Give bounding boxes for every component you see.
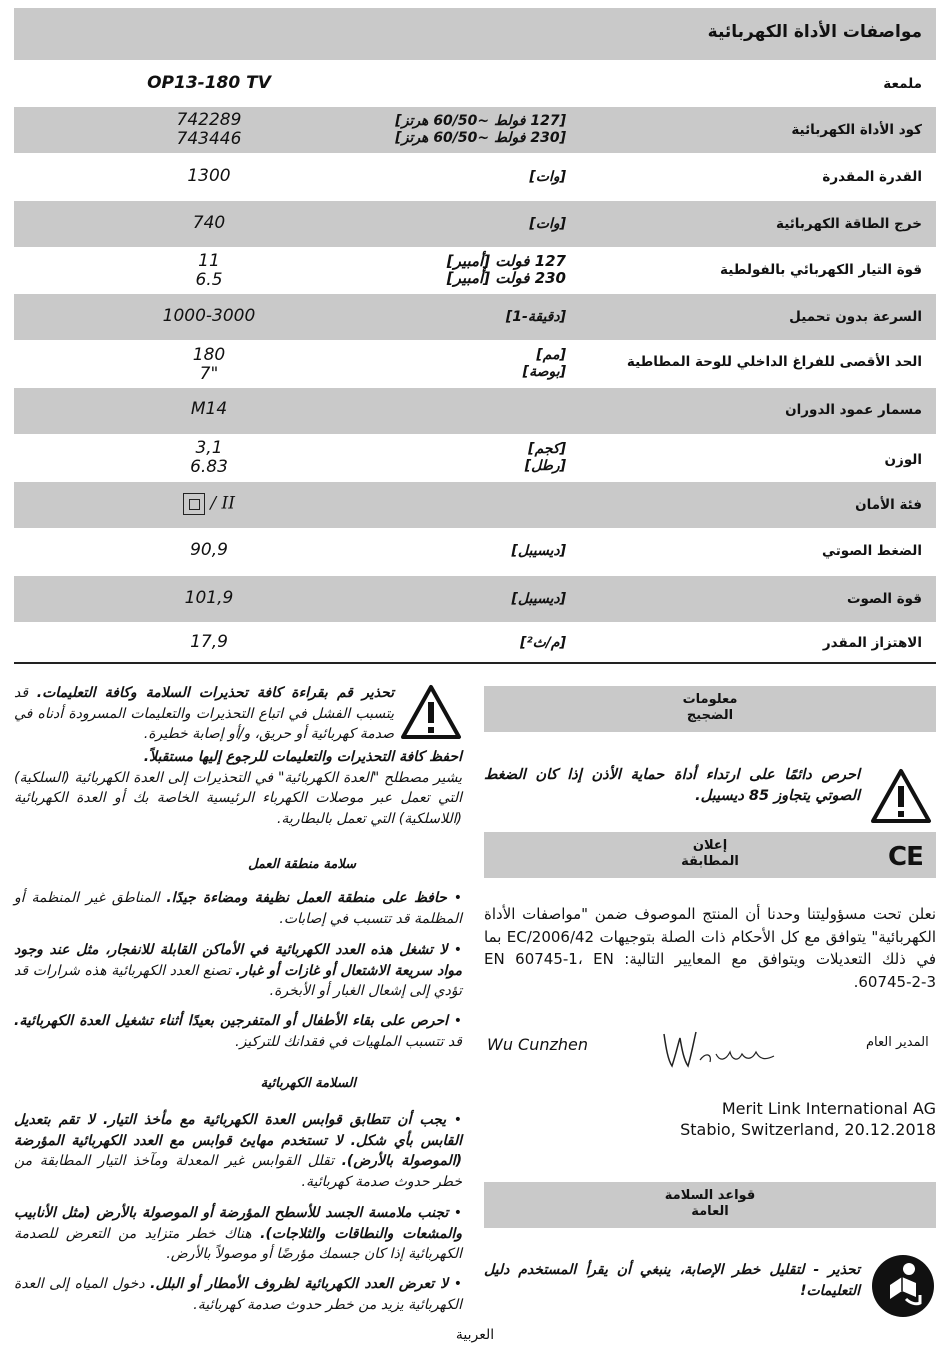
double-insulation-icon — [183, 493, 205, 515]
unit-line: [230 فولط ~60/50 هرتز] — [395, 130, 566, 146]
bullet-lead: احرص على بقاء الأطفال أو المتفرجين بعيدًا أثناء تشغيل العدة الكهربائية. — [14, 1013, 449, 1029]
spec-value — [104, 346, 314, 384]
bullet-body: المناطق غير المنظمة أو المظلمة قد تتسبب في إصابات. — [14, 890, 462, 927]
read-manual-icon — [872, 1255, 934, 1317]
list-item: • يجب أن تتطابق قوابس العدة الكهربائية مع مأخذ التيار. لا تقم بتعديل القابس بأي شكل. لا تستخدم مهايئ قوابس مع العدد الكهربائية المؤرضة (الموصولة بالأرض). تقلل القوابس غير المعدلة ومآخذ التيار المطابقة من خطر حدوث صدمة كهربائية. — [14, 1112, 462, 1190]
section-divider — [14, 662, 936, 664]
spec-unit — [525, 441, 566, 475]
bullet-body: تصنع العدد الكهربائية هذه شرارات قد تؤدي إلى إشعال الغبار أو الأبخرة. — [14, 962, 462, 999]
company-address — [680, 1098, 936, 1140]
spec-label: الضغط الصوتي — [822, 543, 922, 559]
spec-label: الحد الأقصى للفراغ الداخلي للوحة المطاطية — [626, 354, 922, 370]
safety-class-value: / II — [210, 493, 235, 514]
spec-label: الاهتزاز المقدر — [822, 635, 922, 651]
warning-triangle-icon — [870, 768, 932, 824]
value-line: 11 — [198, 251, 220, 271]
box-line: العامة — [691, 1204, 729, 1219]
spec-value — [104, 439, 314, 477]
spec-unit: [دقيقة-1] — [505, 309, 566, 325]
signatory-role: المدير العام — [866, 1035, 929, 1050]
work-area-heading: سلامة منطقة العمل — [248, 857, 356, 872]
spec-row-rated-power — [14, 154, 936, 200]
warning-lead: تحذير قم بقراءة كافة تحذيرات السلامة وكافة التعليمات. — [36, 685, 394, 701]
spec-row-safety-class — [14, 482, 936, 528]
value-line: 3,1 — [195, 438, 223, 458]
spec-row-brand — [14, 64, 936, 106]
list-item: • تجنب ملامسة الجسد للأسطح المؤرضة أو الموصولة بالأرض (مثل الأنابيب والمشعات والنطاقات والثلاجات). هناك خطر متزايد من التعرض للصدمة الكهربائية إذا كان جسمك مؤرضًا أو موصولاً بالأرض. — [14, 1205, 463, 1262]
spec-row-weight — [14, 435, 936, 481]
bullet-body: قد تتسبب الملهيات في فقدانك للتركيز. — [235, 1033, 462, 1050]
value-line: 7" — [199, 364, 219, 384]
list-item: • احرص على بقاء الأطفال أو المتفرجين بعيدًا أثناء تشغيل العدة الكهربائية. قد تتسبب الملهيات في فقدانك للتركيز. — [14, 1013, 462, 1050]
signature-text: Wu Cunzhen — [726, 1056, 733, 1057]
spec-row-vibration — [14, 623, 936, 661]
spec-value — [104, 252, 314, 290]
spec-row-current — [14, 248, 936, 293]
warning-triangle-icon — [400, 684, 462, 740]
spec-value: 740 — [192, 213, 226, 233]
warning-body: قد يتسبب الفشل في اتباع التحذيرات والتعليمات المسرودة أدناه في صدمة كهربائية أو حريق، و/أو إصابة خطيرة. — [14, 685, 394, 742]
handwritten-signature — [656, 1026, 786, 1072]
spec-unit: [ديسيبل] — [511, 591, 566, 607]
signatory-name: Wu Cunzhen — [487, 1035, 589, 1054]
value-line: 6.5 — [195, 270, 223, 290]
value-line: 742289 — [176, 110, 242, 130]
spec-title-bar — [14, 8, 936, 60]
value-line: 180 — [192, 345, 226, 365]
unit-line: [رطل] — [524, 458, 566, 474]
unit-line: 230 فولت [أمبير] — [446, 269, 566, 287]
general-safety-box — [484, 1182, 936, 1228]
list-item: • لا تشغل هذه العدد الكهربائية في الأماكن القابلة للانفجار، مثل عند وجود مواد سريعة الاشتعال أو غازات أو غبار. تصنع العدد الكهربائية هذه شرارات قد تؤدي إلى إشعال الغبار أو الأبخرة. — [14, 942, 463, 999]
noise-warning-text: احرص دائمًا على ارتداء أداة حماية الأذن إذا كان الضغط الصوتي يتجاوز 85 ديسيبل. — [484, 767, 860, 804]
spec-unit: [ديسيبل] — [511, 543, 566, 559]
spec-label: فئة الأمان — [855, 497, 922, 513]
spec-unit: [وات] — [529, 169, 566, 185]
company-place-date: Stabio, Switzerland, 20.12.2018 — [680, 1120, 936, 1139]
bullet-lead: لا تعرض العدد الكهربائية لظروف الأمطار أو البلل. — [150, 1276, 449, 1292]
keep-instructions-text: احفظ كافة التحذيرات والتعليمات للرجوع إليها مستقبلاً. — [143, 749, 462, 765]
spec-unit — [523, 347, 566, 381]
spec-value: 90,9 — [190, 540, 228, 560]
unit-line: [127 فولط ~60/50 هرتز] — [395, 113, 566, 129]
spec-label: مسمار عمود الدوران — [785, 402, 922, 418]
spec-label: كود الأداة الكهربائية — [791, 122, 922, 138]
spec-label: قوة التيار الكهربائي بالفولطية — [720, 262, 922, 278]
spec-row-code — [14, 107, 936, 153]
spec-label: الوزن — [884, 452, 922, 468]
spec-label: السرعة بدون تحميل — [789, 309, 922, 325]
box-line: المطابقة — [681, 854, 739, 869]
spec-row-sound-power — [14, 576, 936, 622]
spec-value: 101,9 — [184, 588, 234, 608]
bullet-lead: يجب أن تتطابق قوابس العدة الكهربائية مع مأخذ التيار. لا تقم بتعديل القابس بأي شكل. لا تستخدم مهايئ قوابس مع العدد الكهربائية المؤرضة (الموصولة بالأرض). — [14, 1112, 462, 1169]
unit-line: 127 فولت [أمبير] — [446, 252, 566, 270]
spec-row-output-power — [14, 201, 936, 247]
value-line: 743446 — [176, 129, 242, 149]
bullet-body: دخول المياه إلى العدة الكهربائية يزيد من خطر حدوث صدمة كهربائية. — [14, 1276, 462, 1313]
spec-value: 17,9 — [190, 632, 228, 652]
language-footer: العربية — [455, 1327, 495, 1343]
spec-row-spindle — [14, 388, 936, 434]
spec-label: القدرة المقدرة — [822, 169, 922, 185]
page-title: مواصفات الأداة الكهربائية — [707, 22, 922, 42]
term-definition-text: يشير مصطلح "العدة الكهربائية" في التحذيرات إلى العدة الكهربائية (السلكية) التي تعمل عبر موصلات الكهرباء الرئيسية الخاصة بك أو العدة الكهربائية (اللاسلكية) التي تعمل بالبطارية. — [14, 769, 462, 827]
company-name: Merit Link International AG — [721, 1099, 936, 1118]
bullet-body: هناك خطر متزايد من التعرض للصدمة الكهربائية إذا كان جسمك مؤرضًا أو موصولاً بالأرض. — [14, 1225, 462, 1262]
electrical-safety-heading: السلامة الكهربائية — [260, 1076, 356, 1091]
bullet-lead: حافظ على منطقة العمل نظيفة ومضاءة جيدًا. — [166, 890, 447, 906]
bullet-lead: لا تشغل هذه العدد الكهربائية في الأماكن القابلة للانفجار، مثل عند وجود مواد سريعة الاشتعال أو غازات أو غبار. — [14, 942, 463, 979]
spec-label: قوة الصوت — [846, 591, 922, 607]
spec-label: خرج الطاقة الكهربائية — [776, 216, 922, 232]
noise-info-box — [484, 686, 936, 732]
bullet-body: تقلل القوابس غير المعدلة ومآخذ التيار المطابقة من خطر حدوث صدمة كهربائية. — [14, 1153, 462, 1190]
spec-value: 1300 — [187, 166, 231, 186]
manual-warning-text: تحذير - لتقليل خطر الإصابة، ينبغي أن يقرأ المستخدم دليل التعليمات! — [484, 1262, 860, 1299]
spec-unit — [447, 253, 566, 287]
spec-row-max-pad — [14, 341, 936, 387]
safety-warning-paragraph — [14, 683, 394, 745]
spec-value — [104, 493, 314, 515]
spec-value: M14 — [190, 399, 228, 419]
safety-notes — [14, 747, 462, 829]
spec-unit — [395, 113, 566, 147]
box-line: إعلان — [692, 838, 728, 853]
list-item: • حافظ على منطقة العمل نظيفة ومضاءة جيدًا. المناطق غير المنظمة أو المظلمة قد تتسبب في إصابات. — [14, 890, 462, 927]
spec-value — [104, 111, 314, 149]
ce-mark-icon: CE — [888, 842, 923, 872]
unit-line: [كجم] — [528, 441, 566, 457]
conformity-text: نعلن تحت مسؤوليتنا وحدنا أن المنتج الموصوف ضمن "مواصفات الأداة الكهربائية" يتوافق مع كل الأحكام ذات الصلة بتوجيهات 2006/42/EC بما في ذلك التعديلات ويتوافق مع المعايير التالية: EN 60745-1، EN 60745-2-3. — [484, 905, 936, 991]
spec-row-no-load-speed — [14, 294, 936, 340]
spec-label: ملمعة — [883, 76, 922, 92]
value-line: 6.83 — [190, 457, 228, 477]
spec-value: OP13-180 TV — [147, 73, 271, 93]
box-line: معلومات — [682, 692, 738, 707]
box-line: قواعد السلامة — [664, 1188, 756, 1203]
bullet-lead: تجنب ملامسة الجسد للأسطح المؤرضة أو الموصولة بالأرض (مثل الأنابيب والمشعات والنطاقات والثلاجات). — [14, 1205, 462, 1242]
spec-unit: [وات] — [529, 216, 566, 232]
unit-line: [بوصة] — [522, 364, 566, 380]
spec-row-sound-pressure — [14, 529, 936, 575]
spec-unit: [م/ث²] — [520, 635, 566, 651]
box-line: الضجيج — [686, 708, 734, 723]
spec-value: 1000-3000 — [162, 306, 256, 326]
conformity-box — [484, 832, 936, 878]
list-item: • لا تعرض العدد الكهربائية لظروف الأمطار أو البلل. دخول المياه إلى العدة الكهربائية يزيد من خطر حدوث صدمة كهربائية. — [14, 1276, 463, 1313]
unit-line: [مم] — [536, 347, 566, 363]
